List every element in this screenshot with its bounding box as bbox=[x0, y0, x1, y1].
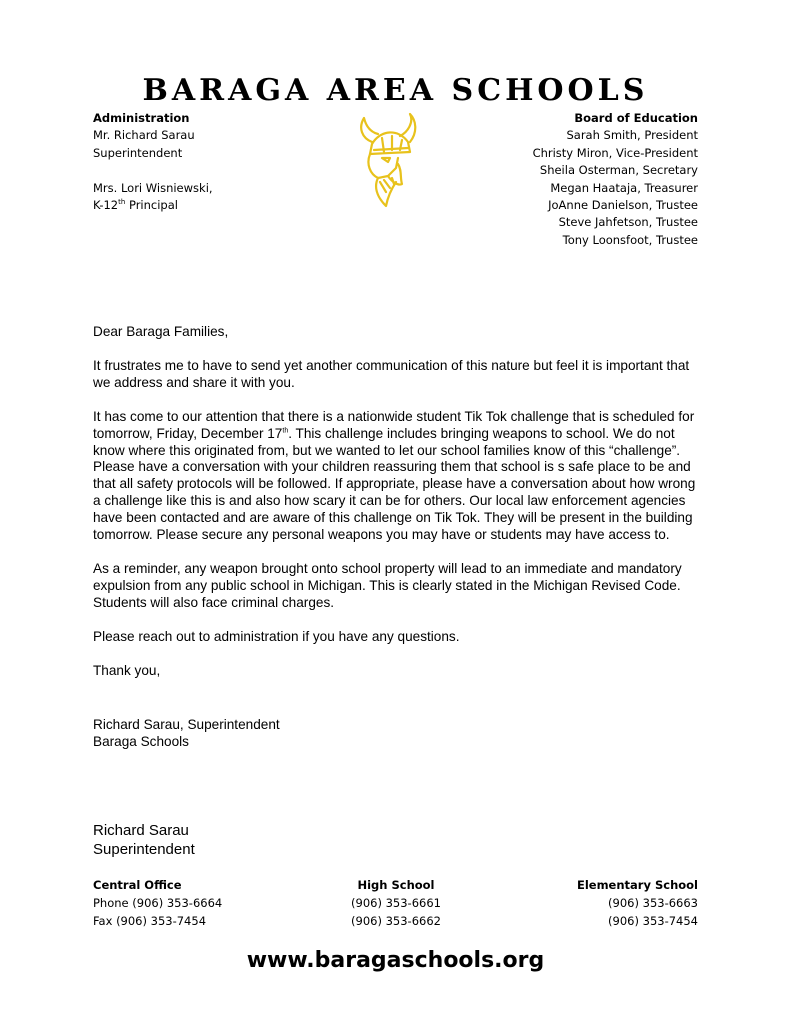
elementary-school-fax: (906) 353-7454 bbox=[608, 914, 698, 928]
website-link[interactable]: www.baragaschools.org bbox=[246, 948, 545, 973]
board-heading: Board of Education bbox=[574, 111, 698, 125]
paragraph-challenge: It has come to our attention that there is a nationwide student Tik Tok challenge that is scheduled for tomorrow, Friday, December 17th. This challenge includes bringing weapons to school. We do not know where this originated from, but we wanted to let our school families know of this “challenge”. Please have a conversation with your children reassuring them that school is s safe place to be and that all safety protocols will be followed. If appropriate, please have a conversation about how wrong a challenge like this is and also how scary it can be for others. Our local law enforcement agencies have been contacted and are aware of this challenge on Tik Tok. They will be present in the building tomorrow. Please secure any personal weapons you may have or students may have access to. bbox=[93, 408, 696, 543]
principal-name: Mrs. Lori Wisniewski, bbox=[93, 180, 213, 195]
administration-block bbox=[93, 110, 213, 214]
letterhead-title: BARAGA AREA SCHOOLS bbox=[142, 73, 649, 108]
administration-heading: Administration bbox=[93, 111, 190, 125]
signature-footer bbox=[93, 821, 195, 859]
high-school-phone: (906) 353-6661 bbox=[351, 896, 441, 910]
signature-org: Baraga Schools bbox=[93, 734, 189, 749]
elementary-school-contact bbox=[577, 876, 698, 930]
superintendent-name: Mr. Richard Sarau bbox=[93, 128, 195, 143]
board-member: Sheila Osterman, Secretary bbox=[539, 163, 698, 178]
central-office-contact bbox=[93, 876, 222, 930]
central-office-fax: Fax (906) 353-7454 bbox=[93, 914, 207, 928]
central-office-phone: Phone (906) 353-6664 bbox=[93, 896, 223, 910]
high-school-fax: (906) 353-6662 bbox=[351, 914, 441, 928]
signature-block bbox=[93, 716, 280, 750]
high-school-heading: High School bbox=[357, 878, 435, 892]
principal-title: K-12th Principal bbox=[93, 198, 178, 213]
closing: Thank you, bbox=[93, 662, 161, 678]
paragraph-intro: It frustrates me to have to send yet another communication of this nature but feel it is important that we address and share it with you. bbox=[93, 357, 690, 390]
paragraph-contact: Please reach out to administration if you have any questions. bbox=[93, 628, 460, 644]
board-member: Steve Jahfetson, Trustee bbox=[558, 215, 698, 230]
board-member: JoAnne Danielson, Trustee bbox=[548, 198, 698, 213]
superintendent-title: Superintendent bbox=[93, 145, 183, 160]
signer-title: Superintendent bbox=[93, 841, 195, 858]
board-of-education-block bbox=[533, 110, 698, 249]
paragraph-reminder: As a reminder, any weapon brought onto school property will lead to an immediate and mandatory expulsion from any public school in Michigan. This is clearly stated in the Michigan Revised Code. Students will also face criminal charges. bbox=[93, 560, 682, 610]
viking-logo-icon bbox=[352, 112, 422, 208]
letter-body bbox=[93, 324, 703, 680]
elementary-school-heading: Elementary School bbox=[576, 878, 698, 892]
salutation: Dear Baraga Families, bbox=[93, 324, 229, 339]
signature-name-title: Richard Sarau, Superintendent bbox=[93, 717, 280, 732]
board-member: Tony Loonsfoot, Trustee bbox=[562, 232, 698, 247]
board-member: Megan Haataja, Treasurer bbox=[550, 180, 698, 195]
elementary-school-phone: (906) 353-6663 bbox=[608, 896, 698, 910]
central-office-heading: Central Office bbox=[93, 878, 182, 892]
board-member: Sarah Smith, President bbox=[566, 128, 698, 143]
signer-name: Richard Sarau bbox=[93, 822, 189, 839]
board-member: Christy Miron, Vice-President bbox=[532, 145, 698, 160]
high-school-contact bbox=[346, 876, 446, 930]
